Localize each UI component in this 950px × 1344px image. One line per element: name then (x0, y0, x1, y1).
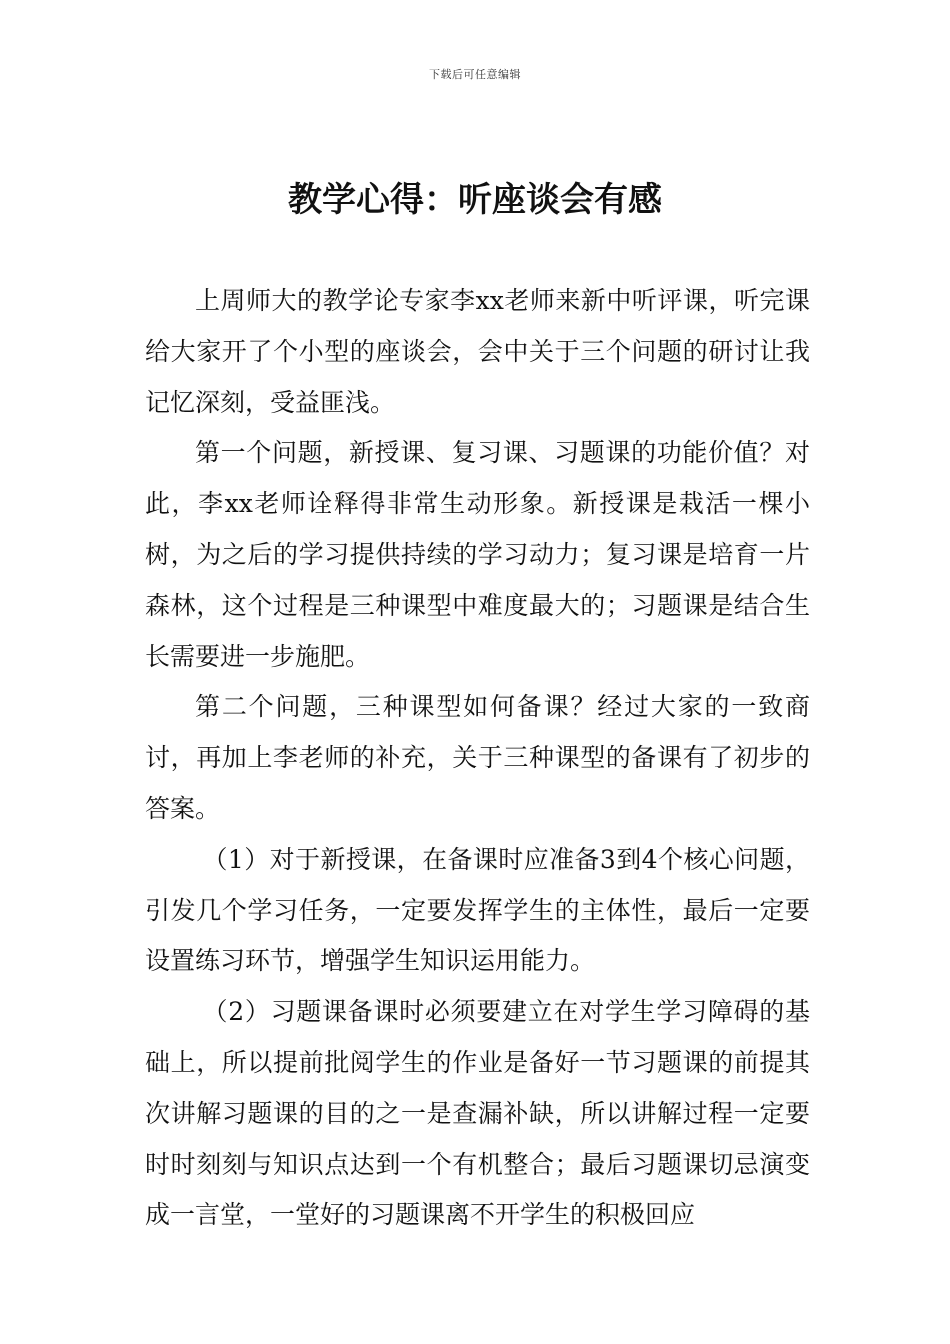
paragraph-question-two: 第二个问题，三种课型如何备课？经过大家的一致商讨，再加上李老师的补充，关于三种课型的备课有了初步的答案。 (145, 692, 810, 823)
header-note: 下载后可任意编辑 (429, 68, 521, 81)
paragraph-intro: 上周师大的教学论专家李xx老师来新中听评课，听完课给大家开了个小型的座谈会，会中关于三个问题的研讨让我记忆深刻，受益匪浅。 (145, 286, 810, 417)
document-body (145, 276, 810, 1241)
document-title: 教学心得：听座谈会有感 (288, 180, 662, 220)
paragraph-item-1: （1）对于新授课，在备课时应准备3到4个核心问题，引发几个学习任务，一定要发挥学生的主体性，最后一定要设置练习环节，增强学生知识运用能力。 (145, 844, 810, 976)
paragraph-item-2: （2）习题课备课时必须要建立在对学生学习障碍的基础上，所以提前批阅学生的作业是备好一节习题课的前提其次讲解习题课的目的之一是查漏补缺，所以讲解过程一定要时时刻刻与知识点达到一个有机整合；最后习题课切忌演变成一言堂，一堂好的习题课离不开学生的积极回应 (145, 997, 810, 1230)
paragraph-question-one: 第一个问题，新授课、复习课、习题课的功能价值？对此，李xx老师诠释得非常生动形象。新授课是栽活一棵小树，为之后的学习提供持续的学习动力；复习课是培育一片森林，这个过程是三种课型中难度最大的；习题课是结合生长需要进一步施肥。 (145, 438, 810, 671)
